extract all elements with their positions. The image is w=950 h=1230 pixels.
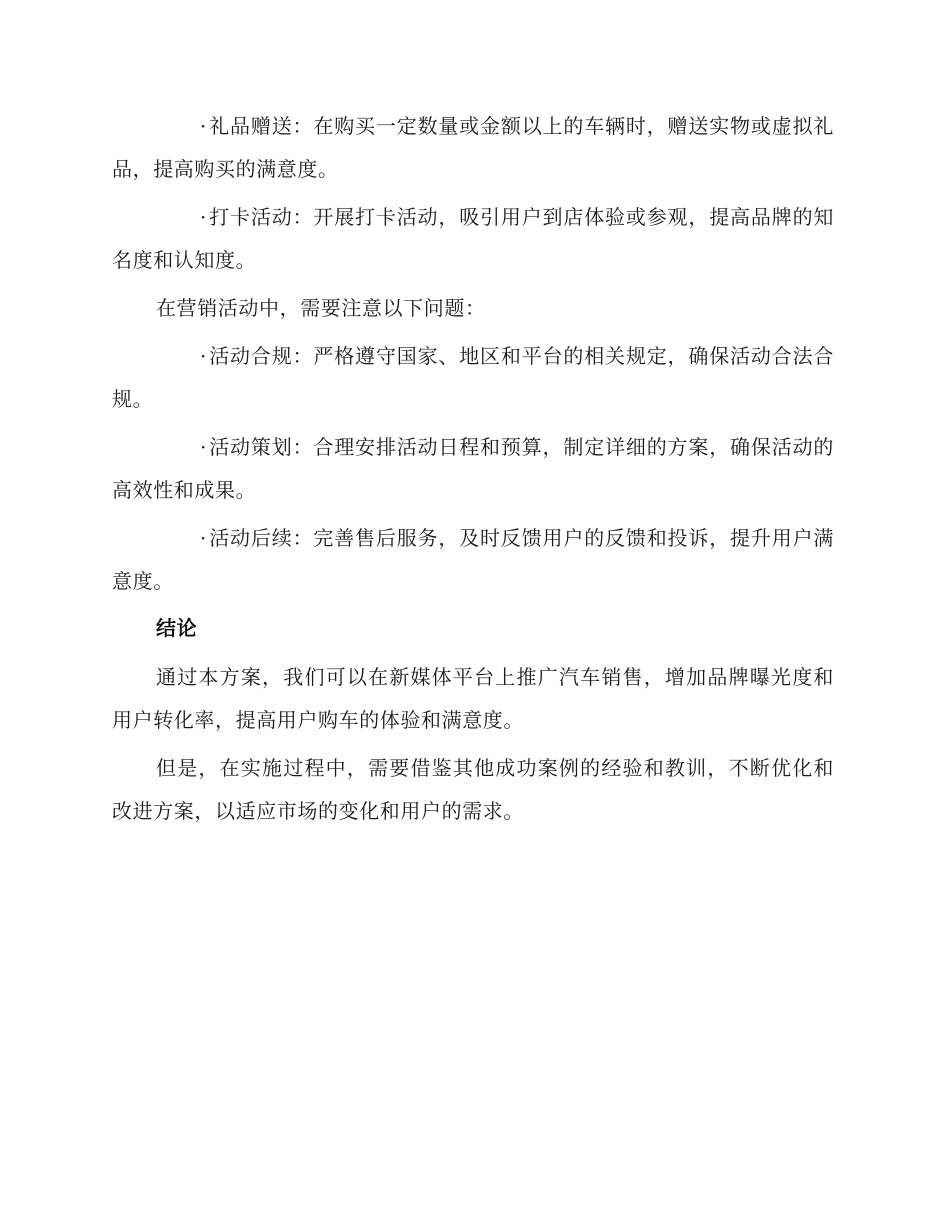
bullet-activity-compliance [112, 335, 834, 421]
document-body [112, 105, 834, 838]
bullet-activity-followup [112, 517, 834, 603]
paragraph-conclusion-1: 通过本方案，我们可以在新媒体平台上推广汽车销售，增加品牌曝光度和用户转化率，提高用户购车的体验和满意度。 [112, 665, 834, 732]
bullet-marker: · [200, 435, 207, 459]
bullet-text: 打卡活动：开展打卡活动，吸引用户到店体验或参观，提高品牌的知名度和认知度。 [112, 205, 834, 272]
bullet-marker: · [200, 526, 207, 550]
bullet-text: 礼品赠送：在购买一定数量或金额以上的车辆时，赠送实物或虚拟礼品，提高购买的满意度。 [112, 114, 834, 181]
bullet-gift-giving [112, 105, 834, 191]
bullet-text: 活动策划：合理安排活动日程和预算，制定详细的方案，确保活动的高效性和成果。 [112, 435, 834, 502]
paragraph-notes-intro: 在营销活动中，需要注意以下问题： [156, 296, 486, 320]
bullet-marker: · [200, 344, 207, 368]
bullet-text: 活动后续：完善售后服务，及时反馈用户的反馈和投诉，提升用户满意度。 [112, 526, 834, 593]
bullet-marker: · [200, 205, 207, 229]
bullet-check-in-activity [112, 196, 834, 282]
paragraph-conclusion-2: 但是，在实施过程中，需要借鉴其他成功案例的经验和教训，不断优化和改进方案，以适应市场的变化和用户的需求。 [112, 756, 834, 823]
bullet-text: 活动合规：严格遵守国家、地区和平台的相关规定，确保活动合法合规。 [112, 344, 834, 411]
bullet-marker: · [200, 114, 207, 138]
section-heading-conclusion: 结论 [156, 616, 198, 640]
bullet-activity-planning [112, 426, 834, 512]
